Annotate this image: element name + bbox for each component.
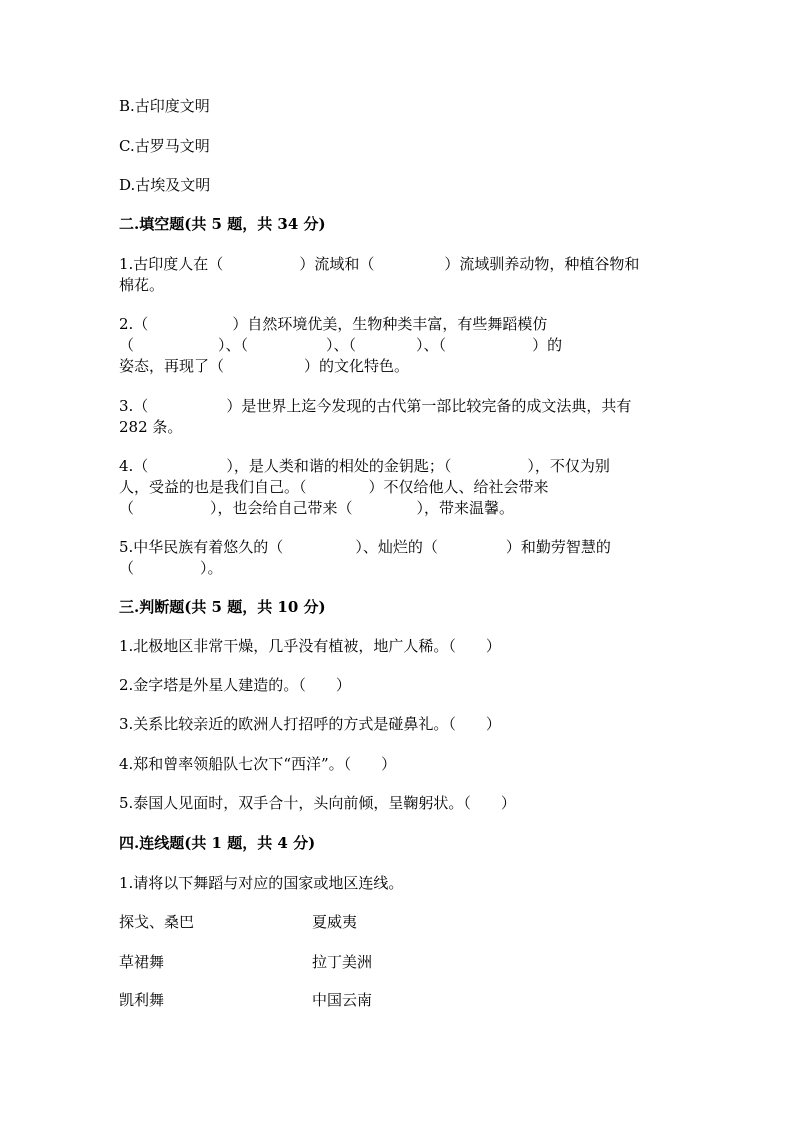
judge-q2: 2.金字塔是外星人建造的。（ ） <box>119 676 351 694</box>
match-q1: 1.请将以下舞蹈与对应的国家或地区连线。 <box>119 874 404 892</box>
judge-q5: 5.泰国人见面时，双手合十，头向前倾，呈鞠躬状。（ ） <box>119 794 516 812</box>
option-d: D.古埃及文明 <box>119 176 211 194</box>
fill-q4-line3: （ ），也会给自己带来（ ），带来温馨。 <box>119 499 515 517</box>
fill-q5-line1: 5.中华民族有着悠久的（ ）、灿烂的（ ）和勤劳智慧的 <box>119 538 611 556</box>
fill-q3-line1: 3.（ ）是世界上迄今发现的古代第一部比较完备的成文法典，共有 <box>119 397 632 415</box>
fill-q2-line3: 姿态，再现了（ ）的文化特色。 <box>119 357 410 375</box>
match-left-item: 凯利舞 <box>119 991 165 1009</box>
section-judge-title: 三.判断题(共 5 题，共 10 分) <box>119 598 326 616</box>
option-b: B.古印度文明 <box>119 97 210 115</box>
match-right-item: 中国云南 <box>312 991 373 1009</box>
fill-q2-line1: 2.（ ）自然环境优美，生物种类丰富，有些舞蹈模仿 <box>119 315 548 333</box>
judge-q1: 1.北极地区非常干燥，几乎没有植被，地广人稀。（ ） <box>119 637 501 655</box>
judge-q3: 3.关系比较亲近的欧洲人打招呼的方式是碰鼻礼。（ ） <box>119 715 501 733</box>
match-right-item: 夏威夷 <box>312 913 358 931</box>
option-c: C.古罗马文明 <box>119 137 210 155</box>
fill-q5-line2: （ ）。 <box>119 559 223 577</box>
fill-q2-line2: （ ）、（ ）、（ ）、（ ）的 <box>119 336 563 354</box>
fill-q4-line2: 人，受益的也是我们自己。（ ）不仅给他人、给社会带来 <box>119 478 549 496</box>
section-fill-title: 二.填空题(共 5 题，共 34 分) <box>119 215 326 233</box>
fill-q1-line2: 棉花。 <box>119 276 165 294</box>
fill-q1-line1: 1.古印度人在（ ）流域和（ ）流域驯养动物，种植谷物和 <box>119 255 640 273</box>
fill-q3-line2: 282 条。 <box>119 418 183 436</box>
match-left-item: 探戈、桑巴 <box>119 913 195 931</box>
judge-q4: 4.郑和曾率领船队七次下“西洋”。（ ） <box>119 755 397 773</box>
match-right-item: 拉丁美洲 <box>312 953 373 971</box>
match-left-item: 草裙舞 <box>119 953 165 971</box>
fill-q4-line1: 4.（ ），是人类和谐的相处的金钥匙；（ ），不仅为别 <box>119 457 610 475</box>
section-match-title: 四.连线题(共 1 题，共 4 分) <box>119 834 316 852</box>
